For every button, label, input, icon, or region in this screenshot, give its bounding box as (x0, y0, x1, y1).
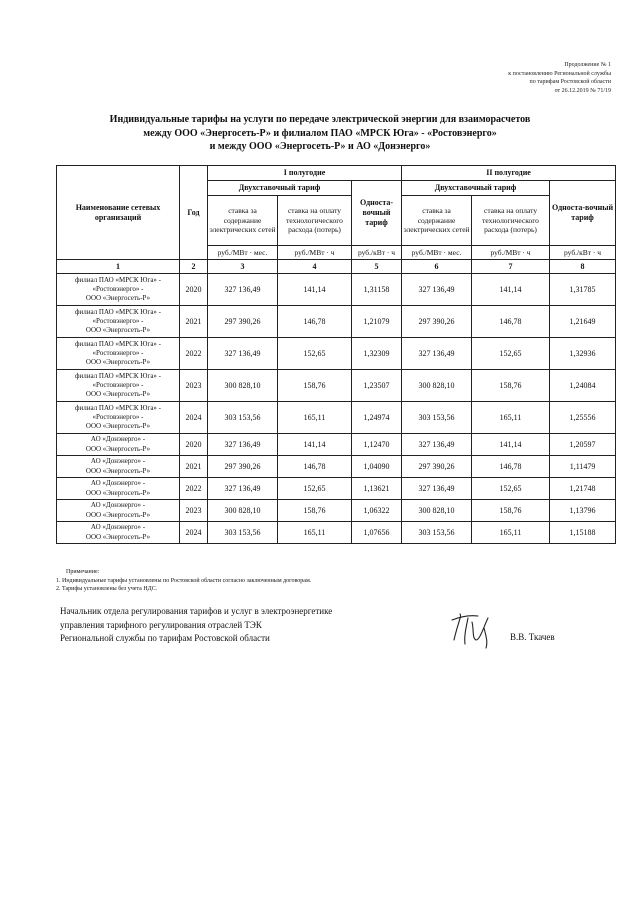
cell-organization (57, 370, 180, 402)
table-row (57, 434, 616, 456)
signature-block (60, 605, 332, 646)
cell-value: 146,78 (472, 306, 550, 338)
cell-value: 146,78 (278, 456, 352, 478)
cell-value: 152,65 (278, 338, 352, 370)
cell-value: 1,12470 (352, 434, 402, 456)
organization-line: «Ростовэнерго» - (92, 316, 144, 325)
organization-line: ООО «Энергосеть-Р» (85, 422, 151, 431)
cell-year: 2021 (180, 306, 208, 338)
organization-line: «Ростовэнерго» - (92, 412, 144, 421)
cell-value: 1,24084 (550, 370, 616, 402)
cell-value: 303 153,56 (208, 402, 278, 434)
cell-organization (57, 456, 180, 478)
cell-value: 1,20597 (550, 434, 616, 456)
cell-value: 300 828,10 (402, 500, 472, 522)
cell-organization (57, 306, 180, 338)
table-row (57, 522, 616, 544)
cell-value: 1,06322 (352, 500, 402, 522)
notes-heading: Примечание: (66, 569, 100, 575)
organization-line: ООО «Энергосеть-Р» (85, 444, 151, 453)
cell-value: 1,31785 (550, 274, 616, 306)
cell-value: 1,21649 (550, 306, 616, 338)
cell-value: 300 828,10 (208, 500, 278, 522)
header-loss-rate-2: ставка на оплату технологического расхода (потерь) (472, 196, 550, 246)
cell-organization (57, 434, 180, 456)
organization-line: филиал ПАО «МРСК Юга» - (74, 339, 162, 348)
document-title (60, 113, 580, 154)
header-note-line: к постановлению Региональной службы (508, 70, 611, 77)
unit-content-1: руб./МВт · мес. (208, 246, 278, 260)
column-number: 5 (352, 260, 402, 274)
header-note-line: по тарифам Ростовской области (529, 79, 611, 85)
cell-value: 327 136,49 (402, 274, 472, 306)
cell-value: 152,65 (472, 338, 550, 370)
cell-value: 141,14 (472, 274, 550, 306)
cell-value: 1,24974 (352, 402, 402, 434)
cell-value: 327 136,49 (402, 434, 472, 456)
organization-line: «Ростовэнерго» - (92, 348, 144, 357)
cell-value: 1,23507 (352, 370, 402, 402)
header-loss-rate-1: ставка на оплату технологического расхода (потерь) (278, 196, 352, 246)
cell-value: 1,21079 (352, 306, 402, 338)
signer-name: В.В. Ткачев (510, 632, 555, 642)
cell-value: 158,76 (472, 500, 550, 522)
header-one-part-1: Односта-вочный тариф (352, 181, 402, 246)
organization-line: АО «Донэнерго» - (90, 479, 146, 488)
organization-line: филиал ПАО «МРСК Юга» - (74, 403, 162, 412)
signer-position-line: Начальник отдела регулирования тарифов и услуг в электроэнергетике (60, 606, 333, 616)
cell-value: 165,11 (278, 402, 352, 434)
unit-one-2: руб./кВт · ч (550, 246, 616, 260)
unit-loss-2: руб./МВт · ч (472, 246, 550, 260)
cell-value: 300 828,10 (208, 370, 278, 402)
title-line: между ООО «Энергосеть-Р» и филиалом ПАО «МРСК Юга» - «Ростовэнерго» (143, 127, 497, 139)
table-row (57, 478, 616, 500)
cell-value: 297 390,26 (208, 456, 278, 478)
header-one-part-2: Односта-вочный тариф (550, 181, 616, 246)
signer-position-line: управления тарифного регулирования отраслей ТЭК (60, 619, 262, 630)
organization-line: ООО «Энергосеть-Р» (85, 326, 151, 335)
cell-year: 2020 (180, 434, 208, 456)
table-row (57, 370, 616, 402)
cell-value: 152,65 (472, 478, 550, 500)
cell-value: 165,11 (278, 522, 352, 544)
cell-value: 1,07656 (352, 522, 402, 544)
cell-value: 1,31158 (352, 274, 402, 306)
column-number: 1 (57, 260, 180, 274)
cell-value: 327 136,49 (402, 338, 472, 370)
cell-value: 327 136,49 (402, 478, 472, 500)
organization-line: «Ростовэнерго» - (92, 284, 144, 293)
cell-value: 1,32936 (550, 338, 616, 370)
cell-year: 2021 (180, 456, 208, 478)
cell-organization (57, 402, 180, 434)
organization-line: АО «Донэнерго» - (90, 457, 146, 466)
header-org: Наименование сетевых организаций (57, 166, 180, 260)
organization-line: филиал ПАО «МРСК Юга» - (74, 307, 162, 316)
unit-one-1: руб./кВт · ч (352, 246, 402, 260)
organization-line: АО «Донэнерго» - (90, 435, 146, 444)
column-number: 7 (472, 260, 550, 274)
note-item: 2. Тарифы установлены без учета НДС. (56, 586, 158, 592)
header-content-rate-1: ставка за содержание электрических сетей (208, 196, 278, 246)
organization-line: ООО «Энергосеть-Р» (85, 532, 151, 541)
organization-line: ООО «Энергосеть-Р» (85, 358, 151, 367)
cell-value: 1,15188 (550, 522, 616, 544)
header-note (508, 61, 611, 95)
cell-value: 1,11479 (550, 456, 616, 478)
table-row (57, 306, 616, 338)
table-row (57, 456, 616, 478)
cell-value: 165,11 (472, 522, 550, 544)
cell-value: 1,04090 (352, 456, 402, 478)
cell-organization (57, 478, 180, 500)
cell-value: 1,25556 (550, 402, 616, 434)
unit-loss-1: руб./МВт · ч (278, 246, 352, 260)
header-two-part-1: Двухставочный тариф (208, 181, 352, 196)
cell-year: 2023 (180, 370, 208, 402)
organization-line: АО «Донэнерго» - (90, 523, 146, 532)
cell-value: 1,13796 (550, 500, 616, 522)
cell-value: 152,65 (278, 478, 352, 500)
cell-value: 303 153,56 (402, 522, 472, 544)
cell-value: 327 136,49 (208, 274, 278, 306)
cell-value: 141,14 (278, 274, 352, 306)
table-row (57, 500, 616, 522)
title-line: Индивидуальные тарифы на услуги по передаче электрической энергии для взаиморасчетов (109, 114, 531, 125)
column-number: 4 (278, 260, 352, 274)
cell-value: 158,76 (472, 370, 550, 402)
cell-value: 146,78 (278, 306, 352, 338)
organization-line: ООО «Энергосеть-Р» (85, 390, 151, 399)
cell-value: 297 390,26 (402, 456, 472, 478)
organization-line: ООО «Энергосеть-Р» (85, 294, 151, 303)
cell-value: 327 136,49 (208, 434, 278, 456)
note-item: 1. Индивидуальные тарифы установлены по Ростовской области согласно заключенным договорам. (56, 577, 312, 584)
organization-line: «Ростовэнерго» - (92, 380, 144, 389)
cell-value: 146,78 (472, 456, 550, 478)
cell-year: 2022 (180, 338, 208, 370)
cell-value: 303 153,56 (402, 402, 472, 434)
cell-value: 1,32309 (352, 338, 402, 370)
column-number: 3 (208, 260, 278, 274)
cell-year: 2022 (180, 478, 208, 500)
organization-line: ООО «Энергосеть-Р» (85, 510, 151, 519)
cell-year: 2020 (180, 274, 208, 306)
column-number: 2 (180, 260, 208, 274)
cell-value: 300 828,10 (402, 370, 472, 402)
organization-line: филиал ПАО «МРСК Юга» - (74, 371, 162, 380)
cell-value: 297 390,26 (208, 306, 278, 338)
cell-organization (57, 500, 180, 522)
column-number: 8 (550, 260, 616, 274)
cell-value: 1,21748 (550, 478, 616, 500)
header-year: Год (180, 166, 208, 260)
cell-value: 327 136,49 (208, 478, 278, 500)
column-number: 6 (402, 260, 472, 274)
cell-value: 141,14 (278, 434, 352, 456)
cell-value: 165,11 (472, 402, 550, 434)
notes (56, 568, 311, 594)
title-line: и между ООО «Энергосеть-Р» и АО «Донэнерго» (209, 141, 431, 152)
header-note-line: от 26.12.2019 № 71/19 (554, 87, 611, 94)
header-two-part-2: Двухставочный тариф (402, 181, 550, 196)
handwritten-signature (448, 610, 498, 650)
header-content-rate-2: ставка за содержание электрических сетей (402, 196, 472, 246)
cell-value: 158,76 (278, 500, 352, 522)
header-note-line: Продолжение № 1 (564, 62, 611, 68)
tariff-table (56, 165, 616, 544)
signer-position-line: Региональной службы по тарифам Ростовской области (60, 633, 270, 643)
cell-organization (57, 274, 180, 306)
cell-year: 2024 (180, 402, 208, 434)
cell-year: 2023 (180, 500, 208, 522)
cell-value: 141,14 (472, 434, 550, 456)
cell-value: 327 136,49 (208, 338, 278, 370)
cell-organization (57, 522, 180, 544)
cell-value: 1,13621 (352, 478, 402, 500)
cell-value: 303 153,56 (208, 522, 278, 544)
organization-line: АО «Донэнерго» - (90, 501, 146, 510)
header-half-2: II полугодие (402, 166, 616, 181)
cell-year: 2024 (180, 522, 208, 544)
table-row (57, 402, 616, 434)
table-row (57, 338, 616, 370)
organization-line: ООО «Энергосеть-Р» (85, 488, 151, 497)
organization-line: филиал ПАО «МРСК Юга» - (74, 275, 162, 284)
cell-value: 297 390,26 (402, 306, 472, 338)
organization-line: ООО «Энергосеть-Р» (85, 466, 151, 475)
cell-organization (57, 338, 180, 370)
unit-content-2: руб./МВт · мес. (402, 246, 472, 260)
header-half-1: I полугодие (208, 166, 402, 181)
cell-value: 158,76 (278, 370, 352, 402)
table-row (57, 274, 616, 306)
